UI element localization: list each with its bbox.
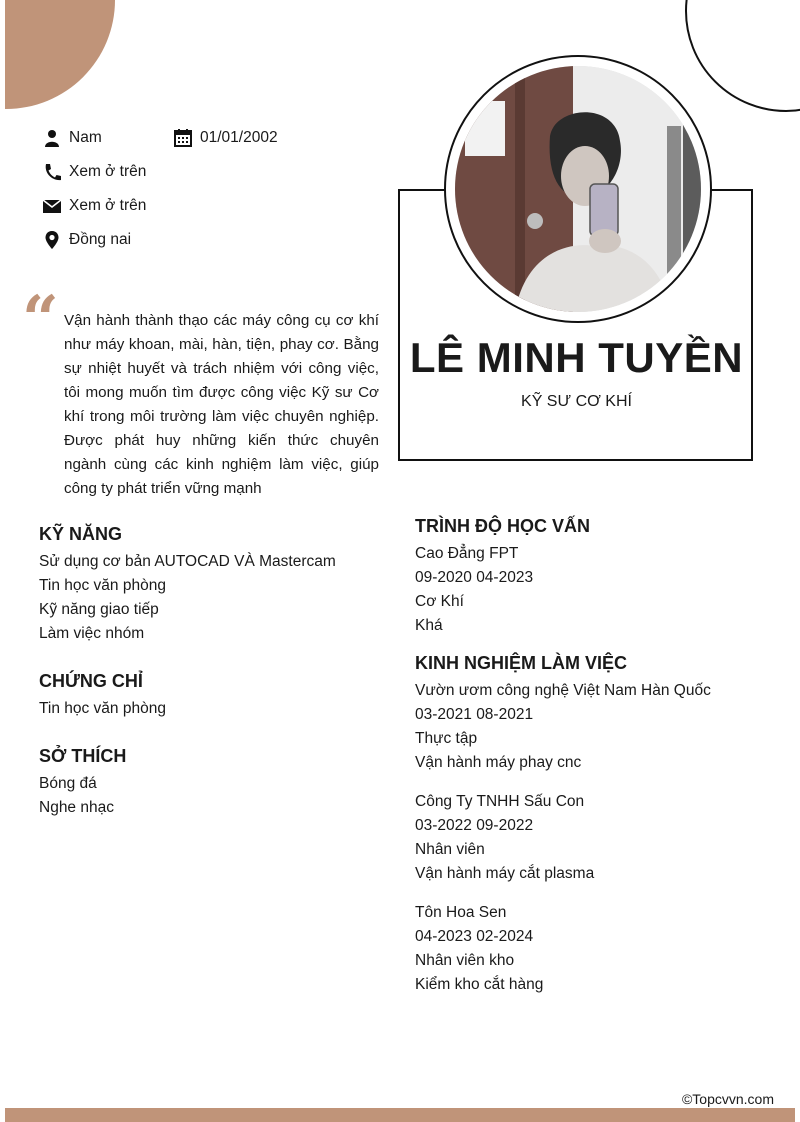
skill-item: Làm việc nhóm xyxy=(39,625,145,642)
avatar-frame xyxy=(444,55,712,323)
experience-position: Thực tập xyxy=(415,730,478,747)
address-value: Đồng nai xyxy=(69,231,132,248)
hobbies-section xyxy=(39,744,126,820)
email-value: Xem ở trên xyxy=(69,197,147,214)
calendar-icon xyxy=(173,128,193,148)
experience-period: 04-2023 02-2024 xyxy=(415,928,534,945)
experience-position: Nhân viên kho xyxy=(415,952,515,969)
experience-entry xyxy=(415,901,711,997)
location-pin-icon xyxy=(42,230,62,250)
gender-value: Nam xyxy=(69,129,102,146)
contact-phone xyxy=(42,162,146,182)
candidate-job-title: KỸ SƯ CƠ KHÍ xyxy=(521,393,632,410)
experience-description: Kiểm kho cắt hàng xyxy=(415,976,544,993)
education-school: Cao Đẳng FPT xyxy=(415,545,519,562)
candidate-name: LÊ MINH TUYỀN xyxy=(409,334,744,381)
experience-entry xyxy=(415,790,711,886)
certificates-heading: CHỨNG CHỈ xyxy=(39,671,143,691)
skill-item: Sử dụng cơ bản AUTOCAD VÀ Mastercam xyxy=(39,553,336,570)
decorative-corner-shape xyxy=(5,0,115,109)
experience-company: Công Ty TNHH Sấu Con xyxy=(415,793,585,810)
experience-entry xyxy=(415,679,711,775)
copyright-text: ©Topcvvn.com xyxy=(681,1091,774,1107)
certificate-item: Tin học văn phòng xyxy=(39,700,166,717)
avatar-photo xyxy=(455,66,701,312)
hobbies-heading: SỞ THÍCH xyxy=(39,746,127,766)
skill-item: Kỹ năng giao tiếp xyxy=(39,601,159,618)
experience-company: Vườn ươm công nghệ Việt Nam Hàn Quốc xyxy=(415,682,711,699)
education-grade: Khá xyxy=(415,617,443,634)
skills-heading: KỸ NĂNG xyxy=(39,524,123,544)
contact-address xyxy=(42,230,131,250)
experience-company: Tôn Hoa Sen xyxy=(415,904,507,921)
experience-period: 03-2022 09-2022 xyxy=(415,817,534,834)
avatar xyxy=(455,66,701,312)
career-summary: Vận hành thành thạo các máy công cụ cơ khí như máy khoan, mài, hàn, tiện, phay cơ. Bằng sự nhiệt huyết và trách nhiệm với công việc, tôi mong muốn tìm được công việc Kỹ sư Cơ khí trong môi trường làm việc chuyên nghiệp. Được phát huy những kiến thức chuyên ngành cùng các kinh nghiệm làm việc, giúp công ty phát triển vững mạnh xyxy=(64,312,379,497)
experience-heading: KINH NGHIỆM LÀM VIỆC xyxy=(415,653,628,673)
quote-icon: “ xyxy=(22,282,59,357)
envelope-icon xyxy=(42,196,62,216)
experience-description: Vận hành máy cắt plasma xyxy=(415,865,595,882)
skill-item: Tin học văn phòng xyxy=(39,577,166,594)
hobby-item: Bóng đá xyxy=(39,775,97,792)
decorative-circle xyxy=(685,0,800,112)
experience-position: Nhân viên xyxy=(415,841,485,858)
education-section xyxy=(415,514,590,638)
experience-section xyxy=(415,651,711,997)
phone-value: Xem ở trên xyxy=(69,163,147,180)
education-heading: TRÌNH ĐỘ HỌC VẤN xyxy=(415,516,590,536)
education-period: 09-2020 04-2023 xyxy=(415,569,534,586)
contact-gender xyxy=(42,128,102,148)
skills-section xyxy=(39,522,336,646)
certificates-section xyxy=(39,669,166,721)
contact-dob xyxy=(173,128,278,148)
footer-bar xyxy=(5,1108,795,1122)
education-major: Cơ Khí xyxy=(415,593,464,610)
phone-icon xyxy=(42,162,62,182)
contact-email xyxy=(42,196,146,216)
hobby-item: Nghe nhạc xyxy=(39,799,114,816)
person-icon xyxy=(42,128,62,148)
experience-period: 03-2021 08-2021 xyxy=(415,706,534,723)
dob-value: 01/01/2002 xyxy=(200,129,278,146)
experience-description: Vận hành máy phay cnc xyxy=(415,754,582,771)
